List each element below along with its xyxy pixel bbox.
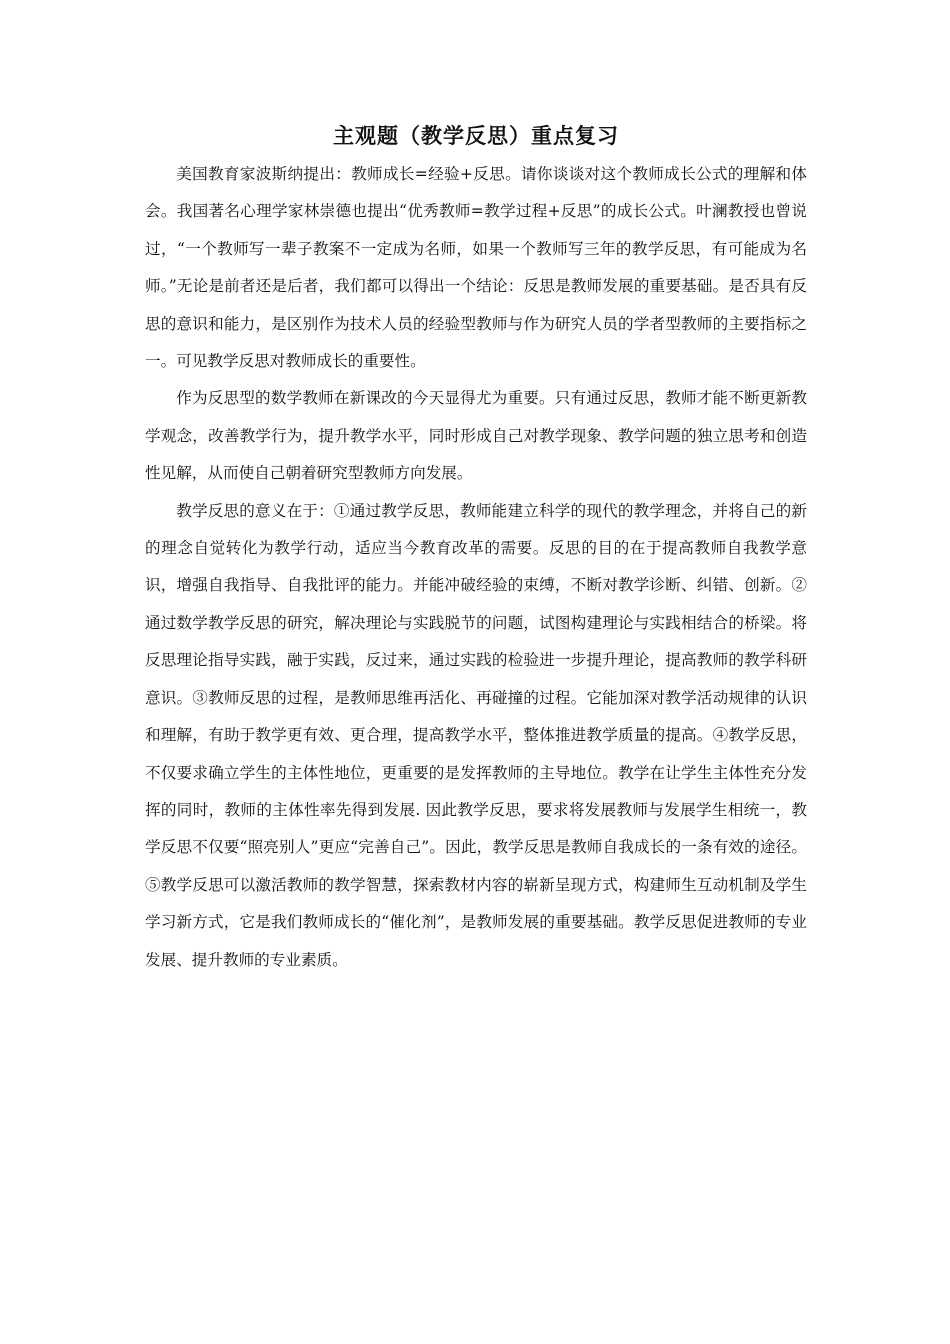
paragraph-1: 美国教育家波斯纳提出：教师成长=经验+反思。请你谈谈对这个教师成长公式的理解和体会。我国著名心理学家林崇德也提出“优秀教师=教学过程+反思”的成长公式。叶澜教授也曾说过，“一个教师写一辈子教案不一定成为名师，如果一个教师写三年的教学反思，有可能成为名师。”无论是前者还是后者，我们都可以得出一个结论：反思是教师发展的重要基础。是否具有反思的意识和能力，是区别作为技术人员的经验型教师与作为研究人员的学者型教师的主要指标之一。可见教学反思对教师成长的重要性。	[145, 165, 807, 371]
paragraph-3: 教学反思的意义在于：①通过教学反思，教师能建立科学的现代的教学理念，并将自己的新的理念自觉转化为教学行动，适应当今教育改革的需要。反思的目的在于提高教师自我教学意识，增强自我指导、自我批评的能力。并能冲破经验的束缚，不断对教学诊断、纠错、创新。②通过数学教学反思的研究，解决理论与实践脱节的问题，试图构建理论与实践相结合的桥梁。将反思理论指导实践，融于实践，反过来，通过实践的检验进一步提升理论，提高教师的教学科研意识。③教师反思的过程，是教师思维再活化、再碰撞的过程。它能加深对教学活动规律的认识和理解，有助于教学更有效、更合理，提高教学水平，整体推进教学质量的提高。④教学反思，不仅要求确立学生的主体性地位，更重要的是发挥教师的主导地位。教学在让学生主体性充分发挥的同时，教师的主体性率先得到发展. 因此教学反思，要求将发展教师与发展学生相统一，教学反思不仅要“照亮别人”更应“完善自己”。因此，教学反思是教师自我成长的一条有效的途径。⑤教学反思可以激活教师的教学智慧，探索教材内容的崭新呈现方式，构建师生互动机制及学生学习新方式，它是我们教师成长的“催化剂”，是教师发展的重要基础。教学反思促进教师的专业发展、提升教师的专业素质。	[145, 501, 807, 969]
paragraph-2: 作为反思型的数学教师在新课改的今天显得尤为重要。只有通过反思，教师才能不断更新教学观念，改善教学行为，提升教学水平，同时形成自己对教学现象、教学问题的独立思考和创造性见解，从而使自己朝着研究型教师方向发展。	[145, 389, 807, 483]
document-page	[145, 118, 807, 979]
document-title: 主观题（教学反思）重点复习	[333, 123, 619, 148]
